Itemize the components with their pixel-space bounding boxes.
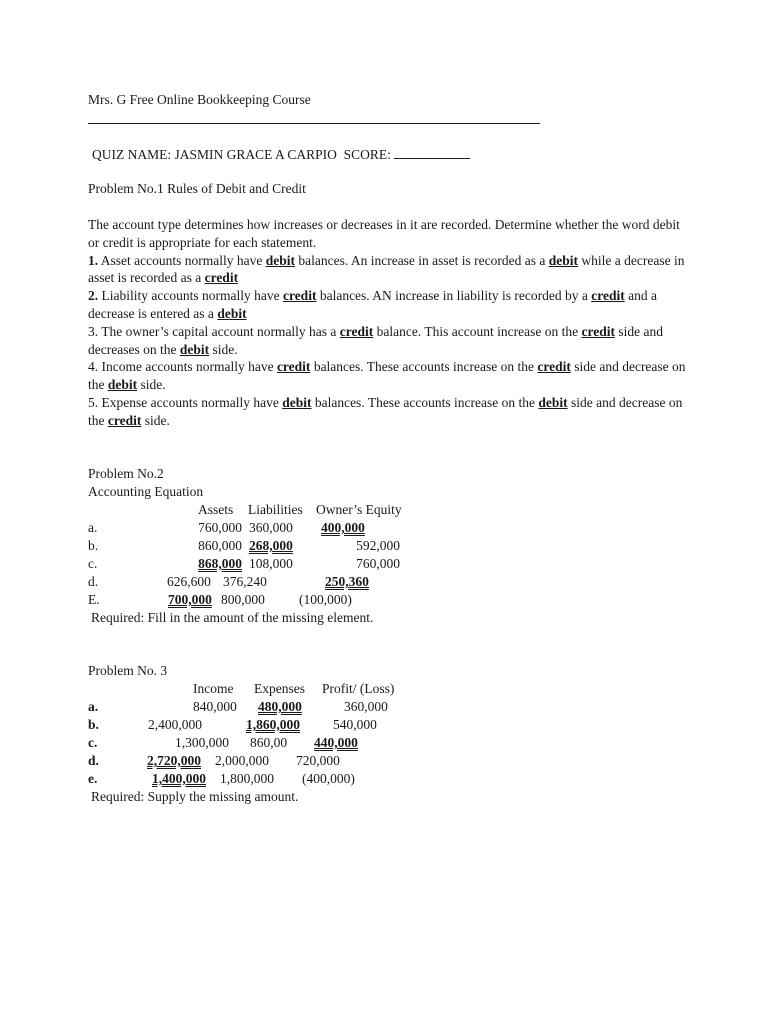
header-profit: Profit/ (Loss) bbox=[322, 681, 395, 696]
liabilities-value: 376,240 bbox=[223, 574, 267, 589]
row-label: c. bbox=[88, 735, 98, 750]
statement-5: 5. Expense accounts normally have debit balances. These accounts increase on the debit side and decrease on the credit side. bbox=[88, 394, 683, 428]
expenses-value: 2,000,000 bbox=[215, 753, 269, 768]
assets-answer: 700,000 bbox=[168, 592, 212, 607]
problem2-required: Required: Fill in the amount of the missing element. bbox=[91, 610, 374, 625]
expenses-answer: 1,860,000 bbox=[246, 717, 300, 732]
statement-number: 2. bbox=[88, 288, 99, 304]
statement-1: 1. Asset accounts normally have debit balances. An increase in asset is recorded as a debit while a decrease in asset is recorded as a credit bbox=[88, 252, 685, 286]
liabilities-value: 800,000 bbox=[221, 592, 265, 607]
row-label: e. bbox=[88, 771, 98, 786]
liabilities-value: 108,000 bbox=[249, 556, 293, 571]
assets-answer: 868,000 bbox=[198, 556, 242, 571]
score-blank bbox=[394, 146, 470, 159]
header-equity: Owner’s Equity bbox=[316, 502, 402, 517]
problem1-intro: The account type determines how increases or decreases in it are recorded. Determine whether the word debit or credit is appropriate for each statement. bbox=[88, 217, 680, 250]
score-label: SCORE: bbox=[343, 147, 391, 162]
row-label: a. bbox=[88, 699, 99, 714]
income-value: 840,000 bbox=[193, 699, 237, 714]
answer: debit bbox=[217, 305, 247, 321]
row-label: a. bbox=[88, 520, 98, 535]
header-liabilities: Liabilities bbox=[248, 502, 303, 517]
problem1-title: Problem No.1 Rules of Debit and Credit bbox=[88, 181, 306, 196]
answer: debit bbox=[548, 252, 579, 268]
problem2-title: Problem No.2 bbox=[88, 466, 164, 481]
row-label: b. bbox=[88, 538, 99, 553]
quiz-line bbox=[92, 146, 470, 164]
assets-value: 626,600 bbox=[167, 574, 211, 589]
answer: credit bbox=[581, 323, 615, 339]
problem1-body bbox=[88, 216, 688, 430]
answer: credit bbox=[204, 270, 239, 286]
course-title: Mrs. G Free Online Bookkeeping Course bbox=[88, 92, 311, 107]
answer: debit bbox=[538, 394, 568, 410]
equity-value: (100,000) bbox=[299, 592, 352, 607]
row-label: E. bbox=[88, 592, 100, 607]
liabilities-answer: 268,000 bbox=[249, 538, 293, 553]
answer: credit bbox=[107, 412, 142, 428]
answer: debit bbox=[107, 377, 138, 393]
problem3-required: Required: Supply the missing amount. bbox=[91, 789, 299, 804]
answer: debit bbox=[179, 341, 210, 357]
row-label: c. bbox=[88, 556, 98, 571]
title-divider bbox=[88, 123, 540, 124]
income-value: 2,400,000 bbox=[148, 717, 202, 732]
answer: credit bbox=[282, 288, 317, 304]
header-income: Income bbox=[193, 681, 234, 696]
quiz-name: QUIZ NAME: JASMIN GRACE A CARPIO bbox=[92, 147, 337, 162]
statement-number: 1. bbox=[88, 252, 99, 268]
profit-answer: 440,000 bbox=[314, 735, 358, 750]
expenses-value: 1,800,000 bbox=[220, 771, 274, 786]
income-answer: 1,400,000 bbox=[152, 771, 206, 786]
expenses-value: 860,00 bbox=[250, 735, 288, 750]
answer: debit bbox=[282, 394, 312, 410]
liabilities-value: 360,000 bbox=[249, 520, 293, 535]
statement-4: 4. Income accounts normally have credit balances. These accounts increase on the credit side and decrease on the debit side. bbox=[88, 359, 686, 393]
answer: credit bbox=[537, 359, 571, 375]
problem3-title: Problem No. 3 bbox=[88, 663, 168, 678]
equity-answer: 400,000 bbox=[321, 520, 365, 535]
assets-value: 860,000 bbox=[198, 538, 242, 553]
header-assets: Assets bbox=[198, 502, 234, 517]
answer: credit bbox=[276, 359, 311, 375]
row-label: d. bbox=[88, 753, 99, 768]
answer: debit bbox=[265, 252, 295, 268]
row-label: b. bbox=[88, 717, 99, 732]
profit-value: 540,000 bbox=[333, 717, 377, 732]
profit-value: (400,000) bbox=[302, 771, 355, 786]
row-label: d. bbox=[88, 574, 99, 589]
statement-3: 3. The owner’s capital account normally has a credit balance. This account increase on the credit side and decreases on the debit side. bbox=[88, 323, 663, 357]
equity-value: 760,000 bbox=[356, 556, 400, 571]
equity-value: 592,000 bbox=[356, 538, 400, 553]
answer: credit bbox=[339, 323, 374, 339]
assets-value: 760,000 bbox=[198, 520, 242, 535]
problem2-subtitle: Accounting Equation bbox=[88, 484, 204, 499]
statement-2: 2. Liability accounts normally have credit balances. AN increase in liability is recorded by a credit and a decrease is entered as a debit bbox=[88, 288, 657, 321]
income-value: 1,300,000 bbox=[175, 735, 229, 750]
profit-value: 720,000 bbox=[296, 753, 340, 768]
expenses-answer: 480,000 bbox=[258, 699, 302, 714]
answer: credit bbox=[591, 288, 625, 304]
equity-answer: 250,360 bbox=[325, 574, 369, 589]
header-expenses: Expenses bbox=[254, 681, 305, 696]
income-answer: 2,720,000 bbox=[147, 753, 201, 768]
profit-value: 360,000 bbox=[344, 699, 388, 714]
